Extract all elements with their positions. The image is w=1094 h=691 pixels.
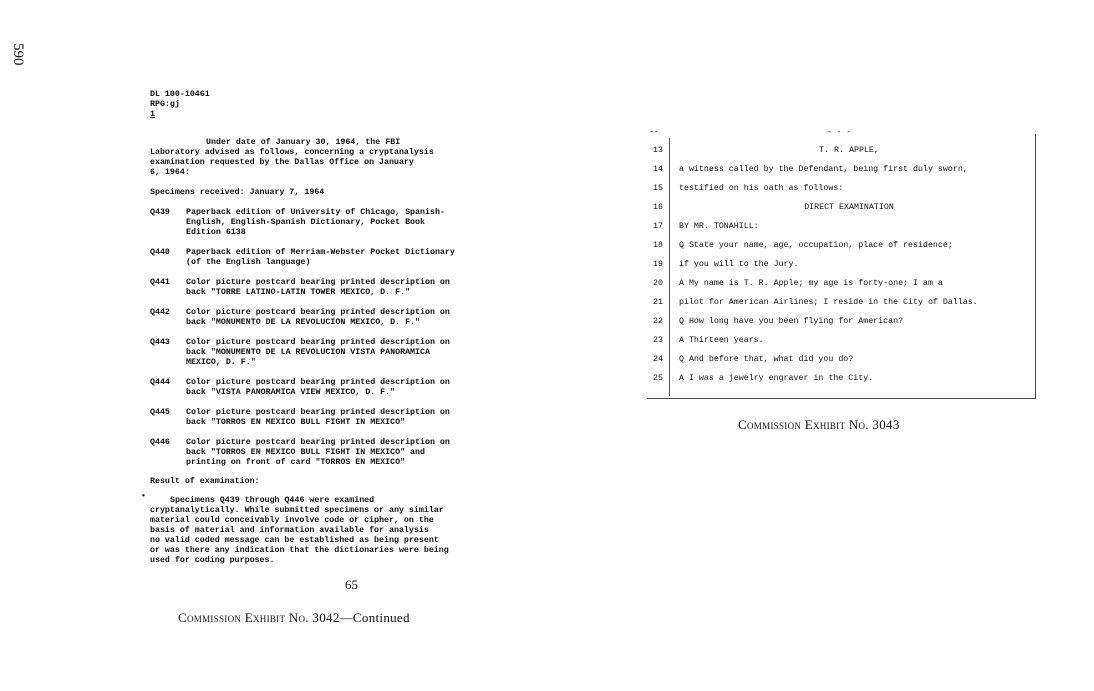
transcript-line <box>647 222 1035 239</box>
specimen-item <box>150 208 510 238</box>
specimen-code: Q439 <box>150 208 170 217</box>
line-text: if you will to the Jury. <box>679 260 799 269</box>
specimen-line: Color picture postcard bearing printed description on <box>186 378 450 387</box>
line-number: 17 <box>653 222 663 231</box>
specimen-line: Edition 6138 <box>186 228 246 237</box>
result-line: basis of material and information available for analysis <box>150 526 429 535</box>
transcript-line <box>647 298 1035 315</box>
specimen-line: back "TORRE LATINO-LATIN TOWER MEXICO, D. F." <box>186 288 411 297</box>
transcript-line <box>647 374 1035 391</box>
specimen-line: printing on front of card "TORROS EN MEXICO" <box>186 458 406 467</box>
line-number: 21 <box>653 298 663 307</box>
transcript-line <box>647 260 1035 277</box>
line-text: Q And before that, what did you do? <box>679 355 854 364</box>
specimen-code: Q444 <box>150 378 170 387</box>
line-text: DIRECT EXAMINATION <box>804 203 894 212</box>
specimen-item <box>150 338 510 368</box>
transcript-line <box>647 165 1035 182</box>
specimen-line: Color picture postcard bearing printed description on <box>186 408 450 417</box>
line-text: T. R. APPLE, <box>819 146 879 155</box>
result-line: material could conceivably involve code or cipher, on the <box>150 516 434 525</box>
specimen-item <box>150 248 510 268</box>
specimen-list <box>150 208 510 468</box>
transcript-line <box>647 355 1035 372</box>
intro-paragraph <box>150 138 510 178</box>
line-text: A My name is T. R. Apple; my age is forty-one; I am a <box>679 279 943 288</box>
result-paragraph <box>141 492 510 566</box>
court-transcript <box>647 128 1036 399</box>
exhibit-caption-3042 <box>178 610 410 626</box>
ref-line: DL 100-10461 <box>150 90 210 99</box>
line-text: Q State your name, age, occupation, place of residence; <box>679 241 953 250</box>
specimen-description <box>186 248 496 268</box>
specimen-item <box>150 278 510 298</box>
specimen-line: Color picture postcard bearing printed description on <box>186 308 450 317</box>
intro-line: 6, 1964: <box>150 168 190 177</box>
specimen-line: back "TORROS EN MEXICO BULL FIGHT IN MEXICO" and <box>186 448 425 457</box>
line-text: BY MR. TONAHILL: <box>679 222 759 231</box>
specimen-code: Q441 <box>150 278 170 287</box>
line-number: 24 <box>653 355 663 364</box>
caption-number: 3042—Continued <box>312 610 410 625</box>
transcript-line <box>647 241 1035 258</box>
intro-line: Under date of January 30, 1964, the FBI <box>206 138 401 147</box>
transcript-line <box>647 336 1035 353</box>
fbi-report <box>141 90 510 566</box>
specimen-line: Paperback edition of Merriam-Webster Pocket Dictionary <box>186 248 455 257</box>
footer-page-number: 65 <box>345 577 358 592</box>
line-number: 13 <box>653 146 663 155</box>
transcript-line <box>647 203 1035 220</box>
exhibit-caption-3043 <box>738 417 900 433</box>
result-line: Specimens Q439 through Q446 were examined <box>170 496 375 505</box>
top-mark: -- <box>649 128 659 137</box>
ref-line: 1 <box>150 110 155 119</box>
page-number: 590 <box>10 43 26 66</box>
transcript-line <box>647 279 1035 296</box>
caption-number: 3043 <box>872 417 900 432</box>
specimen-item <box>150 378 510 398</box>
result-line: used for coding purposes. <box>150 556 275 565</box>
result-line: cryptanalytically. While submitted specimens or any similar <box>150 506 444 515</box>
specimen-description <box>186 408 496 428</box>
result-label: Result of examination: <box>150 477 260 486</box>
specimen-description <box>186 208 496 238</box>
transcript-line <box>647 146 1035 163</box>
line-text: a witness called by the Defendant, being first duly sworn, <box>679 165 968 174</box>
file-reference <box>150 90 510 120</box>
line-number: 16 <box>653 203 663 212</box>
specimen-code: Q443 <box>150 338 170 347</box>
specimen-line: Color picture postcard bearing printed description on <box>186 338 450 347</box>
specimens-received: Specimens received: January 7, 1964 <box>150 188 325 197</box>
specimen-item <box>150 308 510 328</box>
specimen-description <box>186 438 496 468</box>
caption-prefix: Commission Exhibit No. <box>178 610 309 625</box>
line-text: Q How long have you been flying for American? <box>679 317 904 326</box>
line-text: testified on his oath as follows: <box>679 184 844 193</box>
specimen-line: back "TORROS EN MEXICO BULL FIGHT IN MEXICO" <box>186 418 406 427</box>
line-number: 20 <box>653 279 663 288</box>
specimen-description <box>186 308 496 328</box>
line-number: 14 <box>653 165 663 174</box>
specimen-description <box>186 378 496 398</box>
caption-prefix: Commission Exhibit No. <box>738 417 869 432</box>
specimen-description <box>186 278 496 298</box>
line-number: 19 <box>653 260 663 269</box>
specimen-line: back "MONUMENTO DE LA REVOLUCION VISTA PANORAMICA <box>186 348 430 357</box>
specimen-line: English, English-Spanish Dictionary, Pocket Book <box>186 218 425 227</box>
specimen-line: back "VISTA PANORAMICA VIEW MEXICO, D. F." <box>186 388 396 397</box>
line-number: 25 <box>653 374 663 383</box>
line-number: 18 <box>653 241 663 250</box>
result-line: no valid coded message can be established as being present <box>150 536 439 545</box>
specimen-description <box>186 338 496 368</box>
specimen-line: MEXICO, D. F." <box>186 358 256 367</box>
intro-line: Laboratory advised as follows, concerning a cryptanalysis <box>150 148 434 157</box>
specimen-code: Q446 <box>150 438 170 447</box>
intro-line: examination requested by the Dallas Office on January <box>150 158 414 167</box>
line-text: A Thirteen years. <box>679 336 764 345</box>
specimen-code: Q445 <box>150 408 170 417</box>
specimen-line: back "MONUMENTO DE LA REVOLUCION MEXICO, D. F." <box>186 318 421 327</box>
line-text: pilot for American Airlines; I reside in the City of Dallas. <box>679 298 978 307</box>
result-line: or was there any indication that the dictionaries were being <box>150 546 449 555</box>
line-number: 22 <box>653 317 663 326</box>
line-number: 15 <box>653 184 663 193</box>
transcript-line <box>647 184 1035 201</box>
ref-line: RPG:gj <box>150 100 180 109</box>
specimen-line: (of the English language) <box>186 258 311 267</box>
margin-bullet: • <box>141 492 146 501</box>
transcript-line <box>647 317 1035 334</box>
line-number: 23 <box>653 336 663 345</box>
specimen-item <box>150 438 510 468</box>
line-text: A I was a jewelry engraver in the City. <box>679 374 874 383</box>
specimen-code: Q442 <box>150 308 170 317</box>
specimen-item <box>150 408 510 428</box>
specimen-code: Q440 <box>150 248 170 257</box>
specimen-line: Paperback edition of University of Chicago, Spanish- <box>186 208 445 217</box>
specimen-line: Color picture postcard bearing printed description on <box>186 438 450 447</box>
specimen-line: Color picture postcard bearing printed description on <box>186 278 450 287</box>
top-mark: - - - <box>827 128 852 137</box>
